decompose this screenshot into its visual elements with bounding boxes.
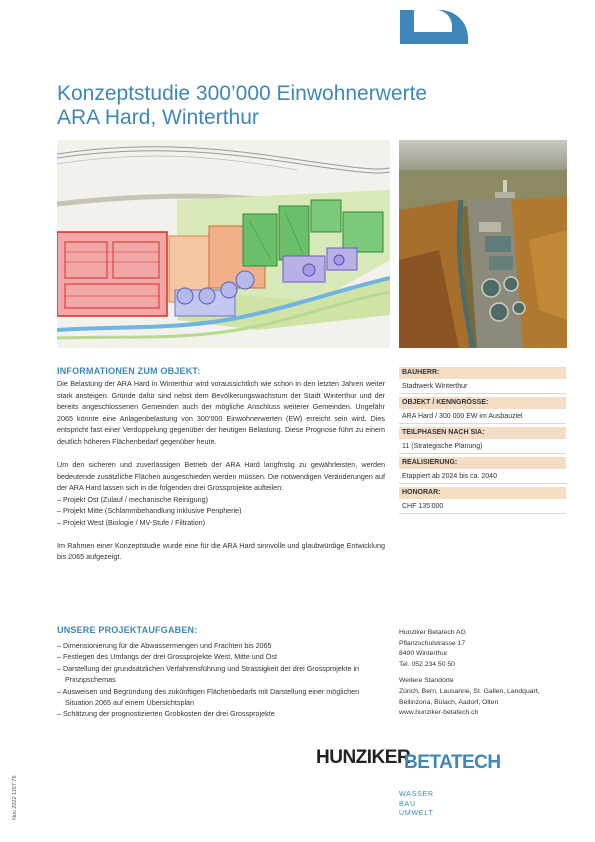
tasks-list (57, 640, 385, 720)
brand-logo-drawing (316, 744, 566, 770)
locations-heading: Weitere Standorte (399, 677, 454, 685)
fact-label-honorar: HONORAR: (399, 487, 566, 499)
fact-box (399, 367, 566, 517)
brand-part-2: BETATECH (404, 752, 501, 770)
fact-label-bauherr: BAUHERR: (399, 367, 566, 379)
tasks-heading: UNSERE PROJEKTAUFGABEN: (57, 625, 198, 635)
fact-value-teilphasen: 11 (Strategische Planung) (399, 441, 566, 454)
side-code-label: Nov 2022 1167.76 (12, 775, 18, 820)
fact-label-realisierung: REALISIERUNG: (399, 457, 566, 469)
fact-value-bauherr: Stadtwerk Winterthur (399, 381, 566, 394)
address-block (399, 628, 540, 719)
info-heading: INFORMATIONEN ZUM OBJEKT: (57, 366, 201, 376)
info-paragraph-1: Die Belastung der ARA Hard in Winterthur wird voraussichtlich wie schon in den letzten Jahren weiter stark ansteigen. Gründe dafür sind nebst dem Bevölkerungswachstum der Stadt Winterthur und der bereits angeschlossenen Gemeinden auch der mögliche Anschluss weiterer Gemeinden. Ungefähr 2065 könnte eine Anlagenbelastung von 300’000 Einwohnerwerten (EW) erreicht sein wird. Dies entspricht fast einer Verdoppelung gegenüber der heutigen Belastung. Diese Prognose führt zu einem deutlich höheren Flächenbedarf gegenüber heute. (57, 379, 385, 446)
fact-value-realisierung: Etappiert ab 2024 bis ca. 2040 (399, 471, 566, 484)
list-item: – Schätzung der prognostizierten Grobkosten der drei Grossprojekte (57, 709, 275, 719)
site-plan-drawing (57, 140, 390, 348)
logo-mark-icon (400, 10, 468, 44)
fact-label-objekt: OBJEKT / KENNGRÖSSE: (399, 397, 566, 409)
title-line-1: Konzeptstudie 300’000 Einwohnerwerte (57, 82, 428, 105)
list-item: – Darstellung der grundsätzlichen Verfahrensführung und Strassigkeit der drei Grossprojekte in Prinzipschemas (57, 663, 360, 685)
list-item: – Festlegen des Umfangs der drei Grossprojekte West, Mitte und Ost (57, 652, 277, 662)
side-code-text (10, 750, 18, 820)
page-title (57, 82, 428, 130)
fact-value-objekt: ARA Hard / 300 000 EW im Ausbauziel (399, 411, 566, 424)
tagline-line-1: WASSER (399, 791, 434, 798)
brand-logo (316, 744, 566, 770)
info-paragraph-3: Im Rahmen einer Konzeptstudie wurde eine für die ARA Hard sinnvolle und glaubwürdige Entwicklung bis 2065 aufgezeigt. (57, 540, 385, 562)
site-plan-image (57, 140, 390, 348)
info-text (57, 378, 385, 575)
fact-label-teilphasen: TEILPHASEN NACH SIA: (399, 427, 566, 439)
list-item: – Dimensionierung für die Abwassermengen und Frachten bis 2065 (57, 641, 272, 650)
street: Pflanzschulstrasse 17 (399, 639, 466, 647)
tagline (399, 790, 434, 819)
phone: Tel. 052 234 50 50 (399, 660, 455, 668)
fact-value-honorar: CHF 135’000 (399, 501, 566, 514)
locations-line-1: Zürich, Bern, Lausanne, St. Gallen, Landquart, (399, 687, 540, 695)
list-item: – Projekt Ost (Zulauf / mechanische Reinigung) (57, 494, 209, 504)
website-link[interactable]: www.hunziker-betatech.ch (399, 709, 479, 717)
tagline-line-3: UMWELT (399, 810, 434, 817)
aerial-photo (399, 140, 567, 348)
info-paragraph-2: Um den sicheren und zuverlässigen Betrieb der ARA Hard langfristig zu gewährleisten, werden bedeutende zusätzliche Flächen ausgeschieden werden müssen. Die notwendigen Veränderungen auf der ARA Hard lassen sich in die folgenden drei Grossprojekte aufteilen: (57, 460, 385, 493)
project-list (57, 494, 385, 528)
list-item: – Ausweisen und Begründung des zukünftigen Flächenbedarfs mit Darstellung einer möglichen Situation 2065 auf einem Übersichtsplan (57, 686, 360, 708)
locations-line-2: Bellinzona, Bülach, Aadorf, Olten (399, 698, 499, 706)
brand-part-1: HUNZIKER (316, 747, 411, 768)
company-name: Hunziker Betatech AG (399, 629, 466, 636)
list-item: – Projekt Mitte (Schlammbehandlung inklusive Peripherie) (57, 506, 242, 516)
list-item: – Projekt West (Biologie / MV-Stufe / Filtration) (57, 517, 206, 527)
title-line-2: ARA Hard, Winterthur (57, 106, 259, 129)
city: 8400 Winterthur (399, 650, 448, 658)
aerial-photo-drawing (399, 140, 567, 348)
tagline-line-2: BAU (399, 800, 416, 808)
